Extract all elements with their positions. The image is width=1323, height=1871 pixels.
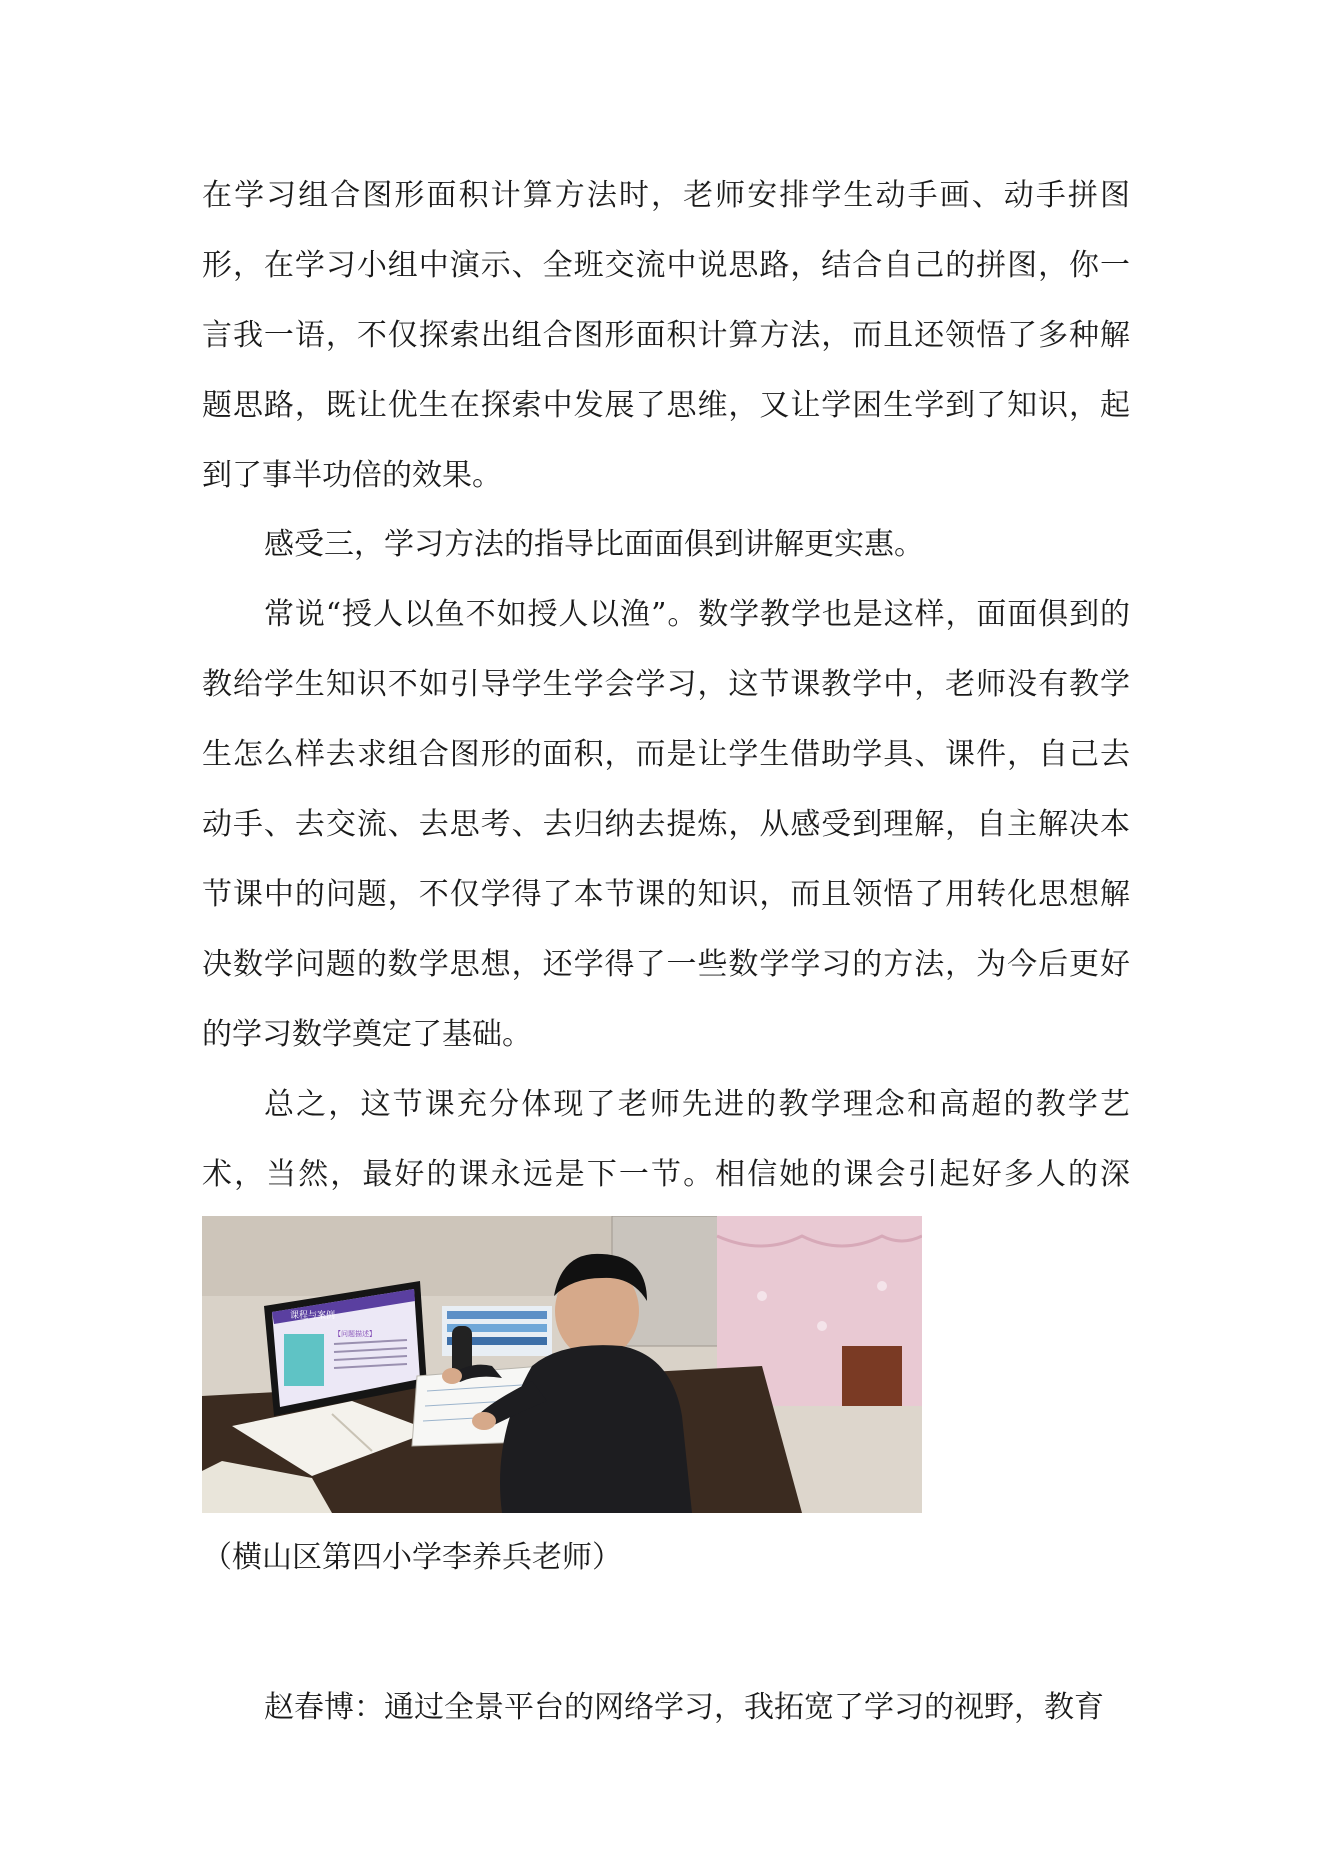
teacher-photo (202, 1216, 922, 1513)
paragraph-4: 总之，这节课充分体现了老师先进的教学理念和高超的教学艺术，当然，最好的课永远是下一节。相信她的课会引起好多人的深 (202, 1087, 1130, 1192)
screen-heading: 【问题描述】 (334, 1330, 376, 1338)
paragraph-3: 常说“授人以鱼不如授人以渔”。数学教学也是这样，面面俱到的教给学生知识不如引导学生学会学习，这节课教学中，老师没有教学生怎么样去求组合图形的面积，而是让学生借助学具、课件，自己去动手、去交流、去思考、去归纳去提炼，从感受到理解，自主解决本节课中的问题，不仅学得了本节课的知识，而且领悟了用转化思想解决数学问题的数学思想，还学得了一些数学学习的方法，为今后更好的学习数学奠定了基础。 (202, 597, 1130, 1052)
paragraph-1: 在学习组合图形面积计算方法时，老师安排学生动手画、动手拼图形，在学习小组中演示、全班交流中说思路，结合自己的拼图，你一言我一语，不仅探索出组合图形面积计算方法，而且还领悟了多种解题思路，既让优生在探索中发展了思维，又让学困生学到了知识，起到了事半功倍的效果。 (202, 178, 1130, 493)
photo-caption: （横山区第四小学李养兵老师） (202, 1540, 622, 1575)
paragraph-5: 赵春博：通过全景平台的网络学习，我拓宽了学习的视野，教育 (264, 1690, 1104, 1725)
paragraph-2: 感受三，学习方法的指导比面面俱到讲解更实惠。 (264, 527, 924, 562)
teacher-photo-illustration (202, 1216, 922, 1513)
screen-title: 课程与案例 (290, 1311, 336, 1321)
